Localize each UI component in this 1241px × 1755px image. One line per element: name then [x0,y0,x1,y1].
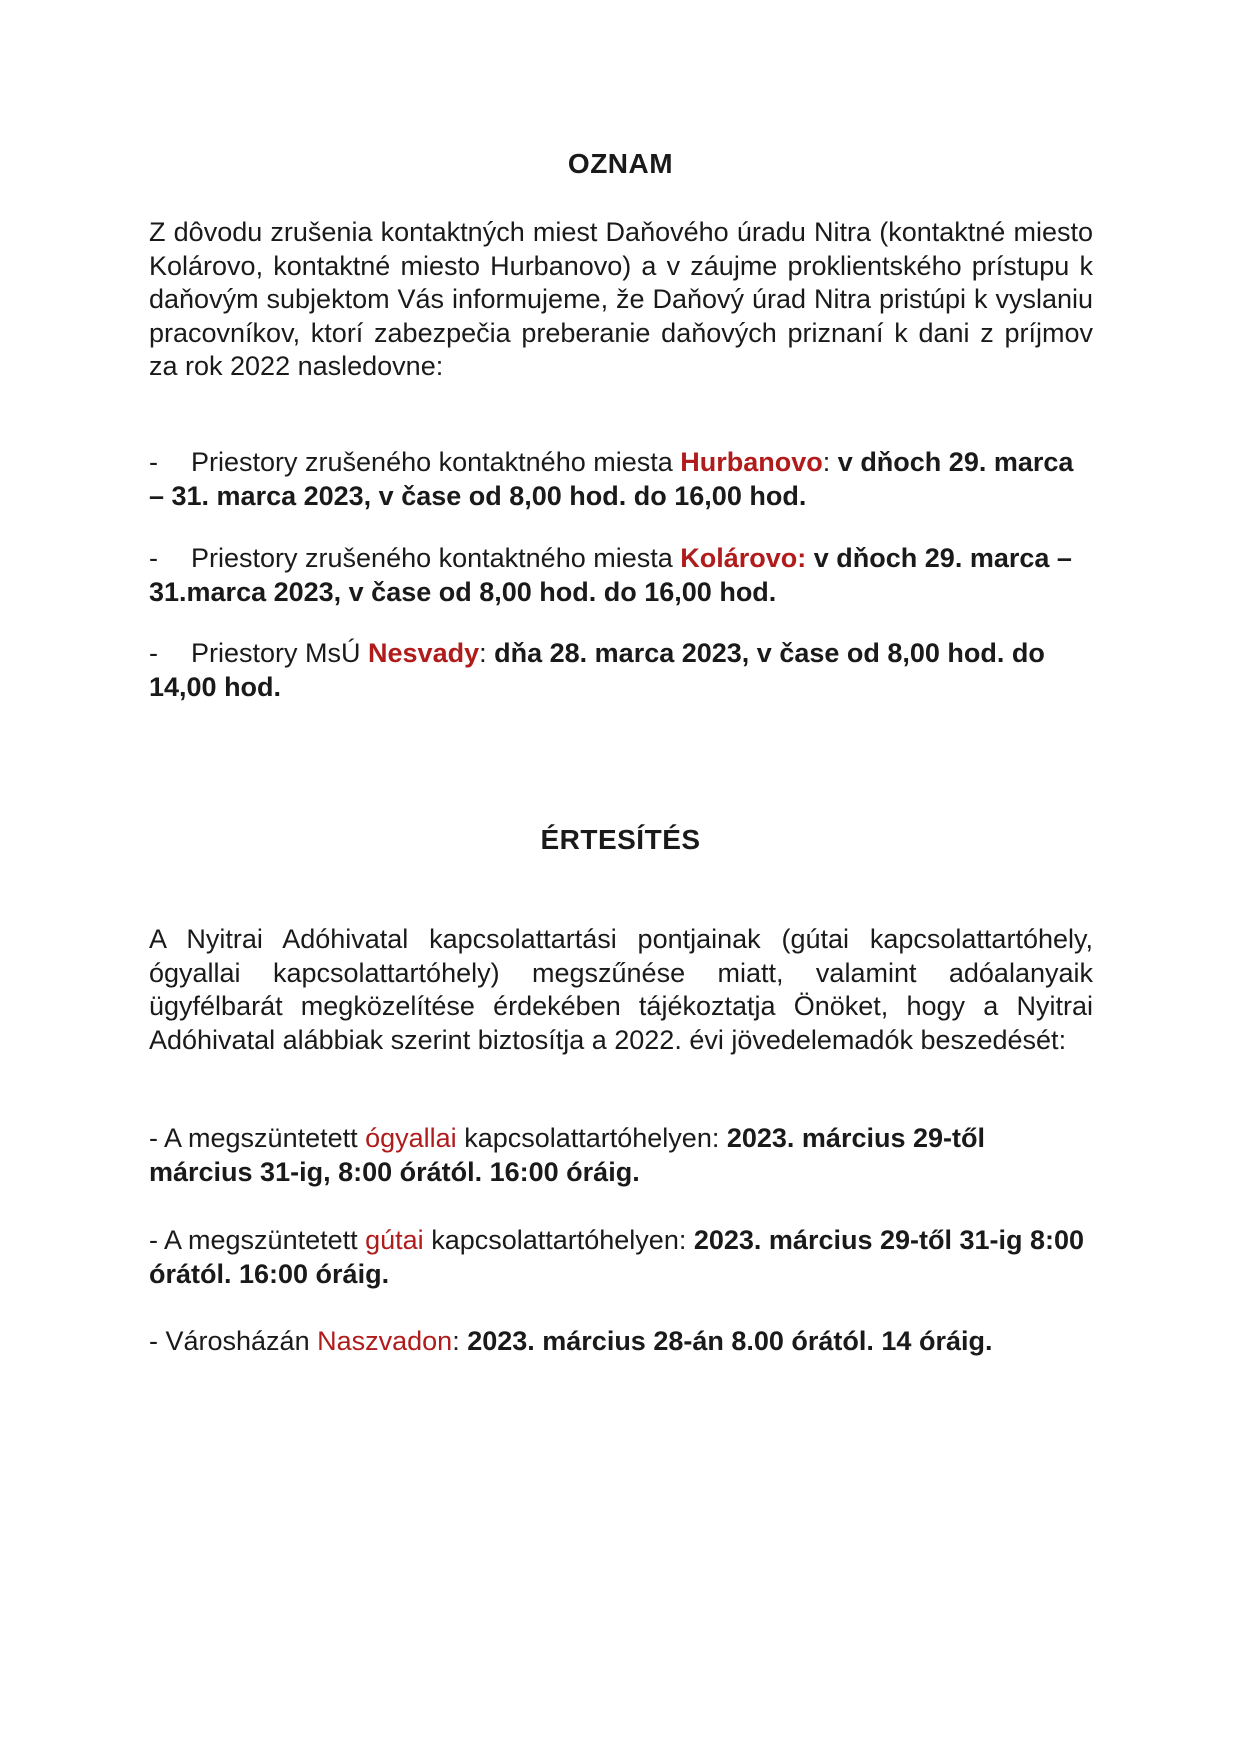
item-details: dňa 28. marca 2023, v čase od 8,00 hod. do 14,00 hod. [149,638,1045,702]
item-place: Nesvady [368,638,480,668]
item-place: Hurbanovo [680,447,823,477]
ertesites-item-ogyalla [149,1122,1093,1189]
item-prefix: - Városházán [149,1326,318,1356]
item-details: v dňoch 29. marca – 31.marca 2023, v čase od 8,00 hod. do 16,00 hod. [149,543,1072,607]
item-prefix: Priestory zrušeného kontaktného miesta [191,447,681,477]
item-sep: : [479,638,487,668]
item-details: 2023. március 28-án 8.00 órától. 14 óráig. [467,1326,993,1356]
list-dash: - [149,638,158,668]
item-place: Kolárovo: [680,543,807,573]
list-dash: - [149,543,158,573]
item-prefix: Priestory MsÚ [191,638,369,668]
oznam-item-kolarovo [149,542,1093,609]
ertesites-item-guta [149,1224,1093,1291]
item-suffix: kapcsolattartóhelyen: [423,1225,694,1255]
item-place: Naszvadon [317,1326,453,1356]
oznam-intro: Z dôvodu zrušenia kontaktných miest Daňového úradu Nitra (kontaktné miesto Kolárovo, kontaktné miesto Hurbanovo) a v záujme proklientského prístupu k daňovým subjektom Vás informujeme, že Daňový úrad Nitra pristúpi k vyslaniu pracovníkov, ktorí zabezpečia preberanie daňových priznaní k dani z príjmov za rok 2022 nasledovne: [149,217,1093,381]
ertesites-intro: A Nyitrai Adóhivatal kapcsolattartási pontjainak (gútai kapcsolattartóhely, ógyallai kapcsolattartóhely) megszűnése miatt, valamint adóalanyaik ügyfélbarát megközelítése érdekében tájékoztatja Önöket, hogy a Nyitrai Adóhivatal alábbiak szerint biztosítja a 2022. évi jövedelemadók beszedését: [149,924,1093,1055]
item-place: ógyallai [365,1123,457,1153]
item-place: gútai [365,1225,424,1255]
oznam-item-hurbanovo [149,446,1093,513]
ertesites-item-naszvad [149,1325,1093,1359]
item-prefix: - A megszüntetett [149,1225,366,1255]
item-sep: : [822,447,831,477]
oznam-item-nesvady [149,637,1093,704]
list-dash: - [149,447,158,477]
item-details: 2023. március 29-től 31-ig 8:00 órától. 16:00 óráig. [149,1225,1085,1289]
item-prefix: - A megszüntetett [149,1123,366,1153]
oznam-title: OZNAM [567,148,674,179]
item-suffix: : [452,1326,468,1356]
item-details: v dňoch 29. marca – 31. marca 2023, v čase od 8,00 hod. do 16,00 hod. [149,447,1074,511]
ertesites-title: ÉRTESÍTÉS [540,824,701,855]
item-details: 2023. március 29-től március 31-ig, 8:00 órától. 16:00 óráig. [149,1123,985,1187]
item-suffix: kapcsolattartóhelyen: [456,1123,727,1153]
item-prefix: Priestory zrušeného kontaktného miesta [191,543,681,573]
